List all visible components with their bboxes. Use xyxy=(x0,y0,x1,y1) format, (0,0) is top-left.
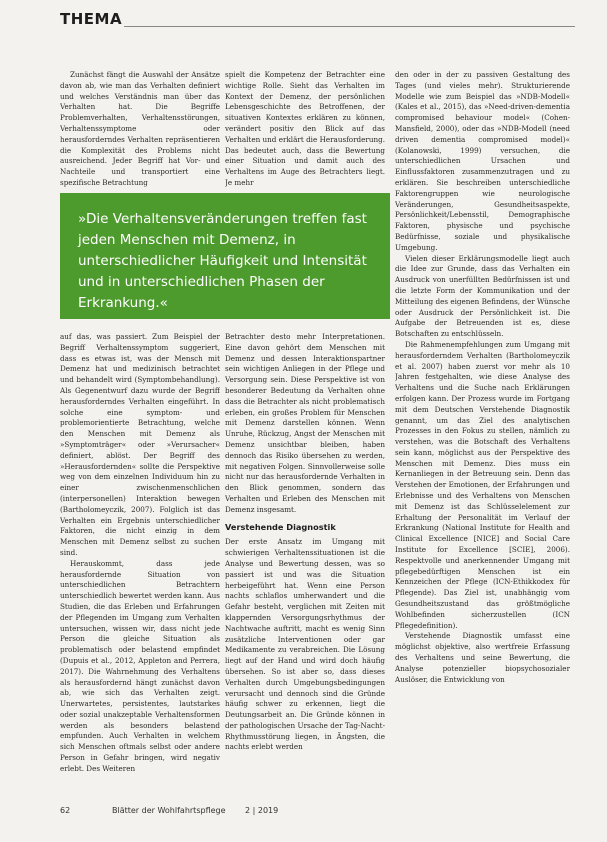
pull-quote xyxy=(60,193,390,319)
text-column-2-bottom xyxy=(225,332,385,792)
text-column-1-bottom xyxy=(60,332,220,792)
magazine-title: Blätter der Wohlfahrtspflege xyxy=(112,806,226,815)
paragraph: Die Rahmenempfehlungen zum Umgang mit herausforderndem Verhalten (Bartholomeyczik et al. 2007) haben zuerst vor mehr als 10 Jahren festgehalten, wie diese Analyse des Verhaltens und die Suche nach Erklärungen erfolgen kann. Der Prozess wurde im Fortgang mit dem Deutschen Verstehende Diagnostik genannt, um das Ziel des analytischen Prozesses in den Fokus zu stellen, nämlich zu verstehen, was die Botschaft des Verhaltens sein kann, möglichst aus der Perspektive des Menschen mit Demenz. Dies muss ein Kernanliegen in der Betreuung sein. Denn das Verstehen der Emotionen, der Erfahrungen und Erlebnisse und des Verhaltens von Menschen mit Demenz ist das Schlüsselelement zur Erhaltung der Personalität im Verlauf der Erkrankung (National Institute for Health and Clinical Excellence [NICE] and Social Care Institute for Excellence [SCIE], 2006). Respektvolle und anerkennender Umgang mit pflegebedürftigen Menschen ist ein Kennzeichen der Pflege (ICN-Ethikkodex für Pflegende). Das Ziel ist, unabhängig vom Gesundheitszustand das größtmögliche Wohlbefinden sicherzustellen (ICN Pflegedefinition). xyxy=(395,339,570,630)
paragraph: Herauskommt, dass jede herausfordernde Situation von unterschiedlichen Betrachtern unterschiedlich bewertet werden kann. Aus Studien, die das Erleben und Erfahrungen der Pflegenden im Umgang zum Verhalten untersuchen, wissen wir, dass nicht jede Person die gleiche Situation als problematisch oder belastend empfindet (Dupuis et al., 2012, Appleton and Perrera, 2017). Die Wahrnehmung des Verhaltens als herausfordernd hängt zunächst davon ab, wie sich das Verhalten zeigt. Unerwartetes, persistentes, lautstarkes oder sozial unakzeptable Verhaltensformen werden als besonders belastend empfunden. Auch Verhalten in welchem sich Menschen oftmals selbst oder andere Person in Gefahr bringen, wird negativ erlebt. Des Weiteren xyxy=(60,558,220,773)
paragraph: spielt die Kompetenz der Betrachter eine wichtige Rolle. Sieht das Verhalten im Kontext der Demenz, der persönlichen Lebensgeschichte des Betroffenen, der situativen Kontextes erklären zu können, verändert positiv den Blick auf das Verhalten und erklärt die Herausforderung. Das bedeutet auch, dass die Bewertung einer Situation und damit auch des Verhaltens im Auge des Betrachters liegt. Je mehr xyxy=(225,70,385,187)
issue-number: 2 | 2019 xyxy=(245,806,279,815)
paragraph: Vielen dieser Erklärungsmodelle liegt auch die Idee zur Grunde, dass das Verhalten ein Ausdruck von unerfüllten Bedürfnissen ist und die letzte Form der Kommunikation und der Mitteilung des eigenen Befindens, der Wünsche oder Ausdruck der Persönlichkeit ist. Die Aufgabe der Betreuenden ist es, diese Botschaften zu entschlüsseln. xyxy=(395,253,570,339)
paragraph: Betrachter desto mehr Interpretationen. Eine davon gehört dem Menschen mit Demenz und dessen Interaktionspartner sein wichtigen Anliegen in der Pflege und Versorgung sein. Diese Perspektive ist von besonderer Bedeutung da Verhalten ohne dass die Betrachter als nicht problematisch erleben, ein großes Problem für Menschen mit Demenz darstellen können. Wenn Unruhe, Rückzug, Angst der Menschen mit Demenz unsichtbar bleiben, haben dennoch das Risiko übersehen zu werden, mit negativen Folgen. Sinnvollerweise solle nicht nur das herausfordernde Verhalten in den Blick genommen, sondern das Verhalten und Erleben des Menschen mit Demenz insgesamt. xyxy=(225,332,385,514)
section-header: THEMA xyxy=(60,10,123,28)
paragraph: Verstehende Diagnostik umfasst eine möglichst objektive, also wertfreie Erfassung des Verhaltens und seine Bewertung, die Analyse potenzieller biopsychosozialer Auslöser, die Entwicklung von xyxy=(395,631,570,684)
text-column-3 xyxy=(395,70,570,790)
paragraph: Der erste Ansatz im Umgang mit schwierigen Verhaltenssituationen ist die Analyse und Bewertung dessen, was so passiert ist und was die Situation herbeigeführt hat. Wenn eine Person nachts schlaflos umherwandert und die Gefahr besteht, verglichen mit Zeiten mit klappernden Versorgungsrhythmus der Nachtwache auftritt, macht es wenig Sinn zusätzliche Interventionen oder gar Medikamente zu verabreichen. Die Lösung liegt auf der Hand und wird doch häufig übersehen. So ist aber so, dass dieses Verhalten durch Umgebungsbedingungen verursacht und dennoch sind die Gründe häufig schwer zu erkennen, liegt die Deutungsarbeit an. Die Gründe können in der pathologischen Ursache der Tag-Nacht-Rhythmusstörung liegen, in Ängsten, die nachts erlebt werden xyxy=(225,537,385,752)
text-column-2-top xyxy=(225,70,385,195)
paragraph: auf das, was passiert. Zum Beispiel der Begriff Verhaltenssymptom suggeriert, dass es etwas ist, was der Mensch mit Demenz hat und medizinisch betrachtet und behandelt wird (Symptombehandlung). Als Gegenentwurf dazu wurde der Begriff herausforderndes Verhalten eingeführt. In solche eine symptom- und problemorientierte Betrachtung, welche den Menschen mit Demenz als »Symptomträger« oder »Verursacher« definiert, ablöst. Der Begriff des »Herausfordernden« sollte die Perspektive weg von dem einzelnen Individuum hin zu einer zwischenmenschlichen (interpersonellen) Interaktion bewegen (Bartholomeyczik, 2007). Folglich ist das Verhalten ein Ergebnis unterschiedlicher Faktoren, die nicht einzig in dem Menschen mit Demenz selbst zu suchen sind. xyxy=(60,332,220,557)
page-number: 62 xyxy=(60,806,71,815)
pull-quote-text: »Die Verhaltensveränderungen treffen fast jeden Menschen mit Demenz, in unterschiedlicher Häufigkeit und Intensität und in unterschiedlichen Phasen der Erkrankung.« xyxy=(78,211,367,311)
paragraph: den oder in der zu passiven Gestaltung des Tages (und vieles mehr). Strukturierende Modelle wie zum Beispiel das »NDB-Modell« (Kales et al., 2015), das »Need-driven-dementia compromised behaviour model« (Cohen-Mansfield, 2000), oder das »NDB-Modell (need driven dementia compromised model)« (Kolanowski, 1999) versuchen, die unterschiedlichen Ursachen und Einflussfaktoren zusammenzutragen und zu erklären. Sie beschreiben unterschiedliche Faktorengruppen wie neurologische Veränderungen, Gesundheitsaspekte, Persönlichkeit/Lebensstil, Demographische Faktoren, physische und psychische Bedürfnisse, soziale und physikalische Umgebung. xyxy=(395,70,570,252)
section-heading: Verstehende Diagnostik xyxy=(225,521,336,532)
paragraph: Zunächst fängt die Auswahl der Ansätze davon ab, wie man das Verhalten definiert und welches Verständnis man über das Verhalten hat. Die Begriffe Problemverhalten, Verhaltensstörungen, Verhaltenssymptome oder herausforderndes Verhalten repräsentieren die Komplexität des Problems nicht ausreichend. Jeder Begriff hat Vor- und Nachteile und transportiert eine spezifische Betrachtung xyxy=(60,70,220,187)
text-column-1-top xyxy=(60,70,220,195)
header-rule xyxy=(124,26,575,27)
